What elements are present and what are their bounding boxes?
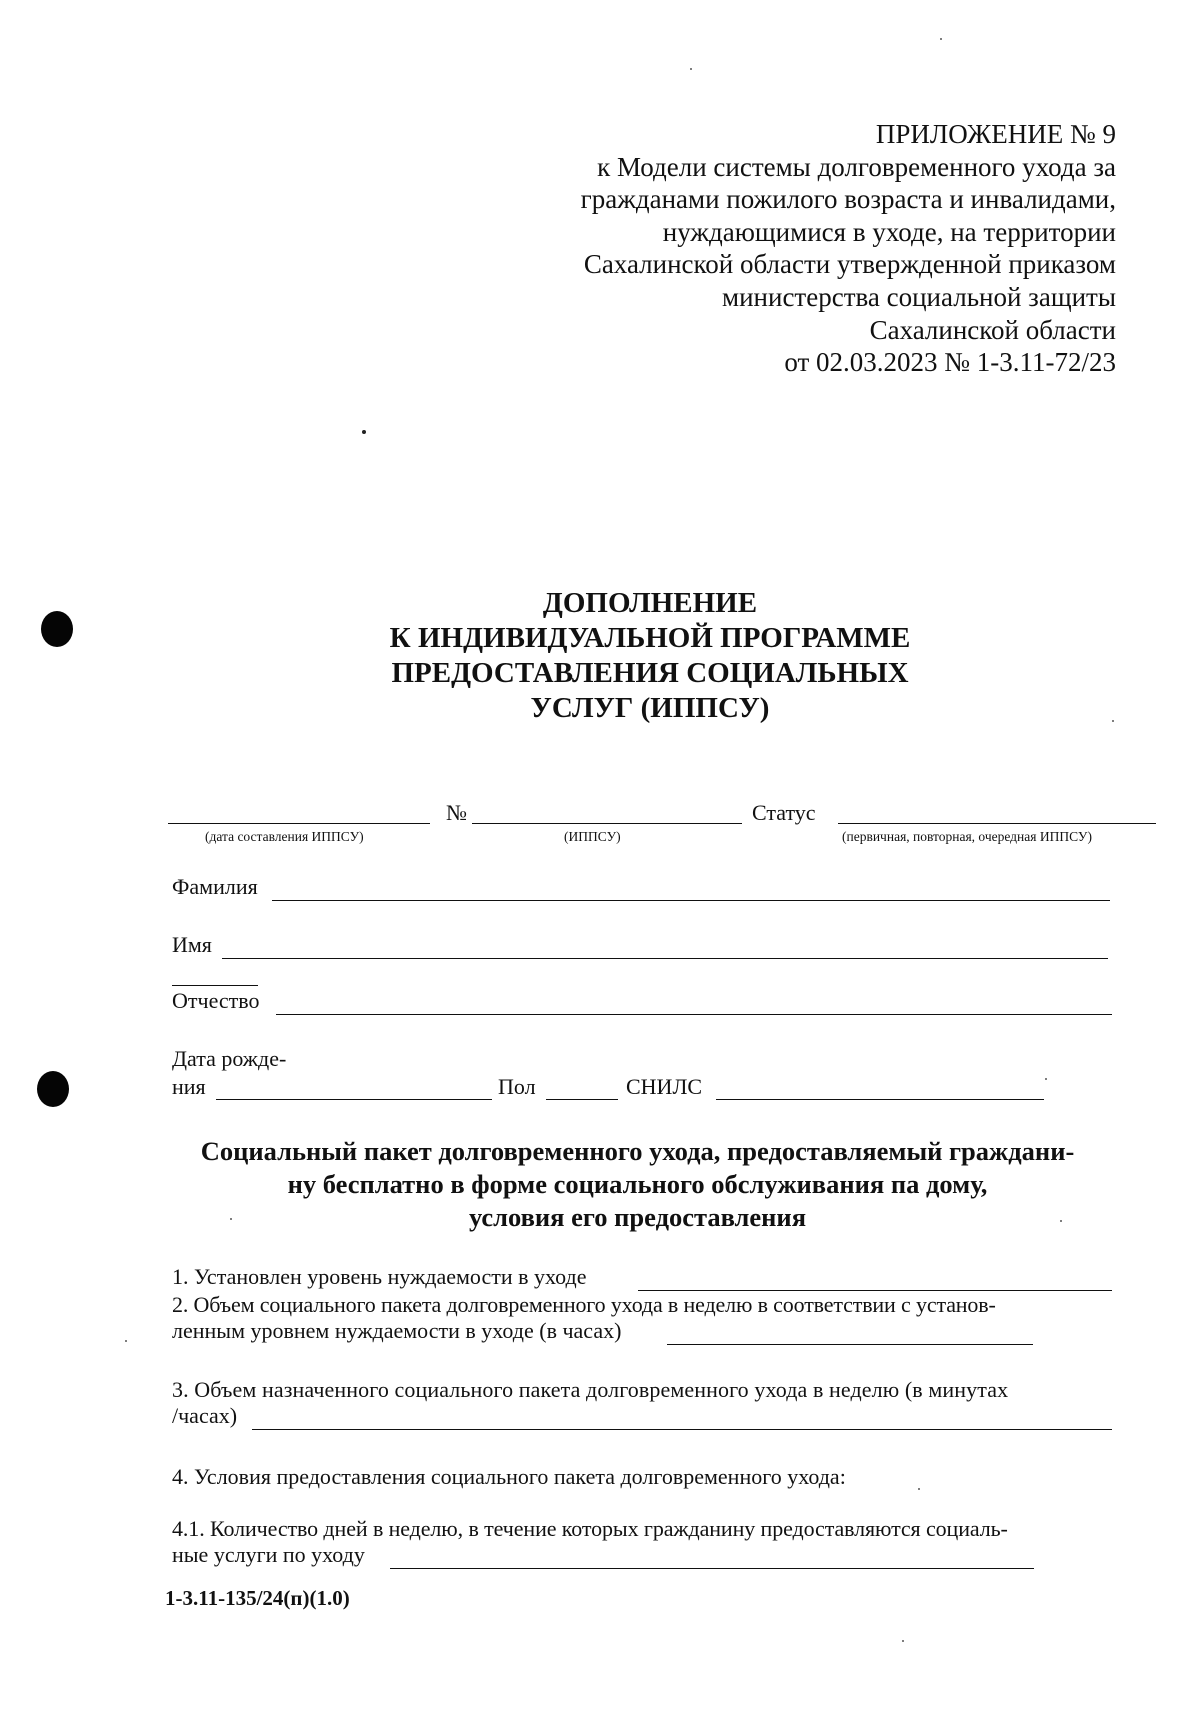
punch-hole-bottom <box>37 1071 69 1107</box>
birth-date-label-line2: ния <box>172 1074 206 1099</box>
document-code: 1-3.11-135/24(п)(1.0) <box>165 1586 350 1610</box>
item-4-1-field[interactable] <box>390 1568 1034 1569</box>
item-1-field[interactable] <box>638 1290 1112 1291</box>
item-4-1-line2: ные услуги по уходу <box>172 1542 365 1567</box>
name-field[interactable] <box>222 958 1108 959</box>
item-2-line1: 2. Объем социального пакета долговременного ухода в неделю в соответствии с установ- <box>172 1292 996 1317</box>
scan-speck <box>362 430 366 434</box>
date-caption: (дата составления ИППСУ) <box>205 829 364 844</box>
item-4-1-line1: 4.1. Количество дней в неделю, в течение которых гражданину предоставляются социаль- <box>172 1516 1008 1541</box>
section-title-line: Социальный пакет долговременного ухода, предоставляемый граждани- <box>200 1136 1075 1166</box>
scan-speck <box>940 38 942 40</box>
section-title <box>160 1135 1115 1234</box>
number-label: № <box>446 800 467 825</box>
appendix-line: от 02.03.2023 № 1-3.11-72/23 <box>784 347 1116 378</box>
date-field[interactable] <box>168 823 430 824</box>
patronymic-field[interactable] <box>276 1014 1112 1015</box>
sex-label: Пол <box>498 1074 536 1099</box>
item-3-field[interactable] <box>252 1429 1112 1430</box>
surname-label: Фамилия <box>172 874 258 899</box>
birth-date-field[interactable] <box>216 1099 492 1100</box>
item-2-line2: ленным уровнем нуждаемости в уходе (в часах) <box>172 1318 622 1343</box>
item-4-text: 4. Условия предоставления социального пакета долговременного ухода: <box>172 1464 846 1489</box>
name-label: Имя <box>172 932 212 957</box>
status-field[interactable] <box>838 823 1156 824</box>
surname-field[interactable] <box>272 900 1110 901</box>
number-caption: (ИППСУ) <box>564 829 621 844</box>
title-line: УСЛУГ (ИППСУ) <box>530 692 770 724</box>
item-1-text: 1. Установлен уровень нуждаемости в уходе <box>172 1264 587 1289</box>
snils-label: СНИЛС <box>626 1074 703 1099</box>
item-2-field[interactable] <box>667 1344 1033 1345</box>
appendix-heading: ПРИЛОЖЕНИЕ № 9 <box>875 119 1116 149</box>
appendix-block <box>516 118 1116 379</box>
appendix-line: к Модели системы долговременного ухода за <box>597 151 1116 182</box>
status-caption: (первичная, повторная, очередная ИППСУ) <box>842 829 1092 844</box>
patronymic-label: Отчество <box>172 988 260 1013</box>
title-line: ПРЕДОСТАВЛЕНИЯ СОЦИАЛЬНЫХ <box>391 657 909 689</box>
scan-speck <box>125 1340 127 1342</box>
birth-date-label-line1: Дата рожде- <box>172 1046 287 1071</box>
scan-speck <box>902 1640 904 1642</box>
appendix-line: министерства социальной защиты <box>722 281 1116 312</box>
scan-speck <box>690 68 692 70</box>
item-3-line2: /часах) <box>172 1403 238 1428</box>
number-field[interactable] <box>472 823 742 824</box>
snils-field[interactable] <box>716 1099 1044 1100</box>
title-line: ДОПОЛНЕНИЕ <box>542 587 758 619</box>
item-3-line1: 3. Объем назначенного социального пакета долговременного ухода в неделю (в минутах <box>172 1377 1009 1402</box>
appendix-line: нуждающимися в уходе, на территории <box>662 216 1116 247</box>
scan-speck <box>918 1488 920 1490</box>
scan-speck <box>1045 1078 1047 1080</box>
section-title-line: условия его предоставления <box>468 1202 807 1232</box>
appendix-line: гражданами пожилого возраста и инвалидами, <box>580 184 1116 215</box>
punch-hole-top <box>41 611 73 647</box>
section-title-line: ну бесплатно в форме социального обслуживания па дому, <box>287 1169 988 1199</box>
document-title <box>300 586 1000 726</box>
appendix-line: Сахалинской области <box>869 314 1116 345</box>
appendix-line: Сахалинской области утвержденной приказом <box>583 249 1116 280</box>
sex-field[interactable] <box>546 1099 618 1100</box>
stray-underline <box>172 985 258 986</box>
status-label: Статус <box>752 800 816 825</box>
title-line: К ИНДИВИДУАЛЬНОЙ ПРОГРАММЕ <box>389 622 911 654</box>
scan-speck <box>1112 720 1114 722</box>
